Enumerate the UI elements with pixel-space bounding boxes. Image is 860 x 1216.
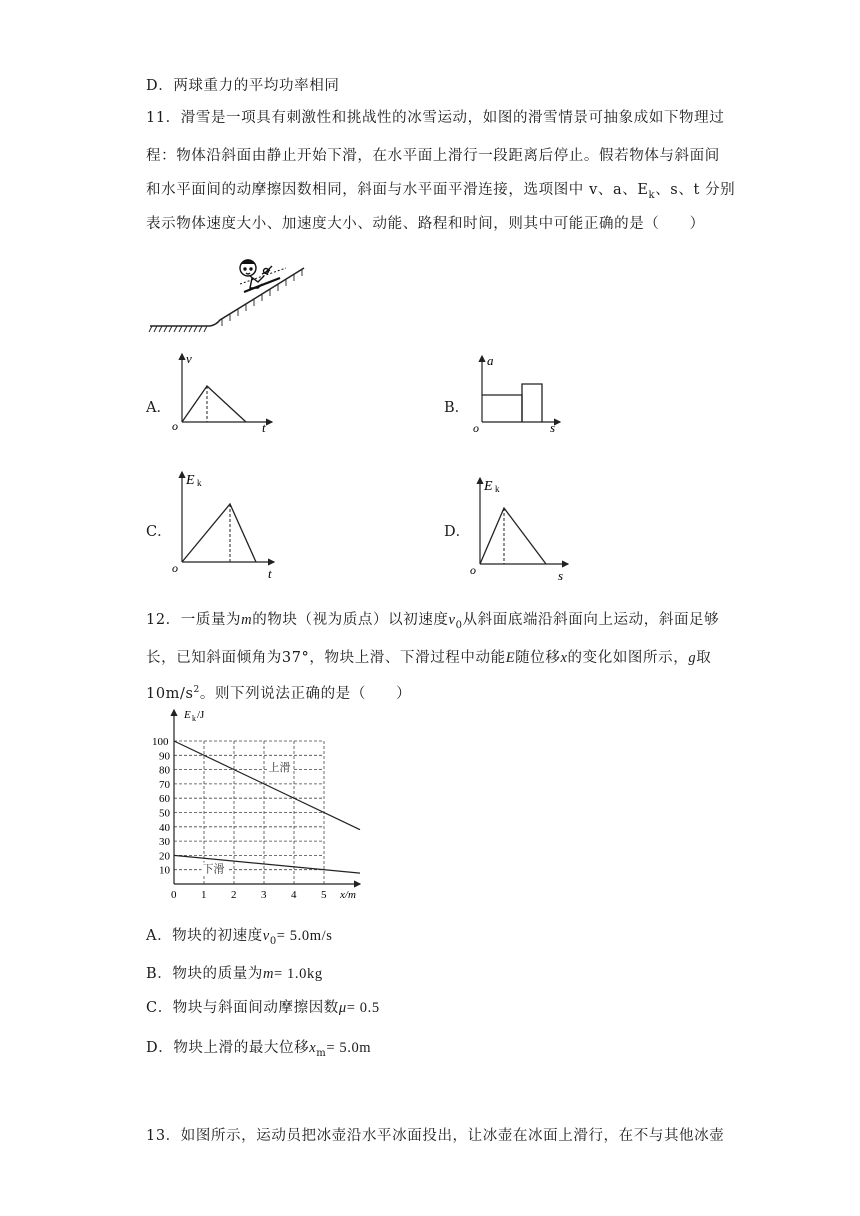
x-tick-label: 0 [171, 889, 177, 901]
axis-label-t: t [262, 420, 266, 432]
q12-option-c: C．物块与斜面间动摩擦因数μ= 0.5 [146, 1000, 380, 1016]
y-tick-label: 20 [159, 850, 170, 863]
y-tick-label: 50 [159, 807, 170, 820]
origin-label: o [172, 561, 178, 575]
q11-option-a-graph [168, 350, 278, 432]
q12-option-d: D．物块上滑的最大位移$x_m= 5.0m$ [146, 1040, 372, 1059]
axis-label-a: a [487, 353, 494, 368]
origin-label: o [473, 421, 479, 432]
y-axis-label: E [184, 709, 191, 721]
y-tick-label: 100 [152, 736, 169, 748]
q12-line-3: $10m/s^2$。则下列说法正确的是（ ） [146, 685, 412, 702]
x-tick-label: 1 [201, 889, 207, 901]
axis-label-ek-sub: k [495, 484, 500, 494]
q11-line-4: 表示物体速度大小、加速度大小、动能、路程和时间，则其中可能正确的是（ ） [146, 216, 705, 232]
y-axis-label-unit: /J [197, 709, 205, 721]
q11-line-2: 程：物体沿斜面由静止开始下滑，在水平面上滑行一段距离后停止。假若物体与斜面间 [146, 148, 720, 164]
axis-label-v: v [186, 351, 192, 366]
q12-line-2: 长，已知斜面倾角为37°，物块上滑、下滑过程中动能E随位移x的变化如图所示，g取 [146, 650, 712, 666]
y-tick-label: 40 [159, 821, 170, 834]
q11-line-3: 和水平面间的动摩擦因数相同，斜面与水平面平滑连接，选项图中 v、a、$E_k$、s、t 分别 [146, 182, 736, 201]
q11-option-c-label: C． [146, 524, 172, 540]
origin-label: o [172, 419, 178, 432]
q12-option-a: A．物块的初速度$v_0= 5.0m/s$ [146, 928, 333, 947]
axis-label-ek-sub: k [197, 478, 202, 488]
y-tick-label: 70 [159, 778, 170, 791]
skier-slope-illustration [146, 248, 316, 334]
y-tick-label: 90 [159, 750, 170, 763]
q10-option-d: D．两球重力的平均功率相同 [146, 78, 340, 94]
axis-label-t: t [268, 566, 272, 580]
q12-line-1: 12．一质量为m的物块（视为质点）以初速度$v_0$从斜面底端沿斜面向上运动，斜面足够 [146, 612, 720, 631]
y-tick-label: 30 [159, 836, 170, 849]
x-tick-label: 5 [321, 889, 327, 901]
origin-label: o [470, 563, 476, 577]
axis-label-ek: E [484, 479, 493, 494]
axis-label-ek: E [186, 473, 195, 488]
q12-option-b: B．物块的质量为m= 1.0kg [146, 966, 323, 982]
x-tick-label: 4 [291, 889, 297, 901]
q11-option-d-label: D． [444, 524, 471, 540]
q11-option-a-label: A． [146, 400, 171, 416]
y-tick-label: 80 [159, 764, 170, 777]
x-axis-label: x/m [340, 889, 356, 901]
q11-option-c-graph [168, 468, 280, 580]
y-tick-label: 10 [159, 864, 170, 877]
q13-line-1: 13．如图所示，运动员把冰壶沿水平冰面投出，让冰壶在冰面上滑行，在不与其他冰壶 [146, 1128, 725, 1144]
x-tick-label: 3 [261, 889, 267, 901]
y-axis-label-sub: k [192, 714, 196, 723]
y-tick-label: 60 [159, 793, 170, 806]
q11-option-d-graph [468, 474, 574, 580]
q11-line-1: 11．滑雪是一项具有刺激性和挑战性的冰雪运动，如图的滑雪情景可抽象成如下物理过 [146, 110, 725, 126]
series-label: 上滑 [268, 762, 291, 775]
axis-label-s: s [550, 420, 556, 432]
q11-option-b-graph [470, 352, 566, 432]
ek-vs-x-chart [146, 706, 376, 914]
axis-label-s: s [558, 568, 564, 580]
series-line-1 [174, 741, 360, 830]
x-tick-label: 2 [231, 889, 237, 901]
q11-option-b-label: B． [444, 400, 470, 416]
series-label: 下滑 [202, 863, 225, 876]
